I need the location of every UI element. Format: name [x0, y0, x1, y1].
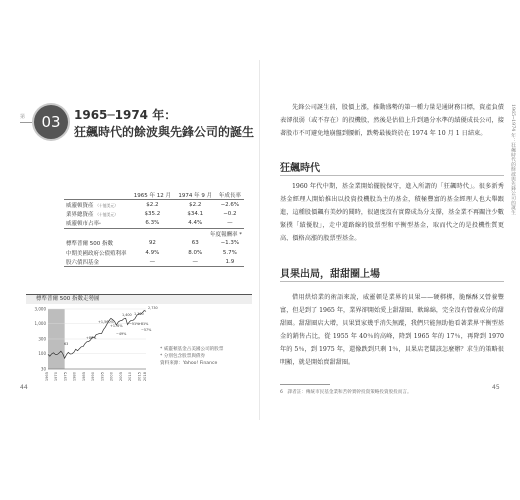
annotation-label: −57% [141, 328, 152, 332]
table-cell: 4.4% [188, 220, 203, 227]
chapter-number-badge [34, 105, 68, 139]
table-header-row [64, 190, 244, 200]
x-tick-label: 2000 [109, 372, 114, 382]
table-row [64, 239, 244, 248]
footnote: 6 譯者註：傳統市民基金業和苦幹實幹投資策略投資股投而言。 [280, 390, 412, 395]
table-cell: — [130, 257, 175, 267]
table-header-cell: 1974 年 9 月 [175, 190, 216, 200]
table-cell: 63 [191, 240, 199, 247]
row-label: 威靈頓資產 （十億美元） [66, 202, 119, 209]
table-row [64, 257, 244, 267]
x-tick-label: 1990 [91, 372, 96, 382]
table-cell: 8.0% [188, 249, 203, 256]
annotation-label: +81% [138, 322, 149, 326]
chapter-number: 03 [41, 113, 61, 131]
page-number: 44 [20, 384, 28, 391]
table-cell: $34.1 [187, 210, 204, 217]
table-cell: 5.7% [222, 249, 237, 256]
table-header-cell: 年成長率 [216, 190, 244, 200]
x-tick-label: 1985 [81, 372, 86, 382]
x-tick-label: 1975 [63, 372, 68, 382]
row-label: 股六債四基金 [64, 257, 130, 267]
annotation-label: +1,560% [98, 320, 114, 324]
annotation-label: +176% [110, 324, 123, 328]
paragraph: 先鋒公司誕生前，股價上漲，推動盛勢的第一種力量是通財務目標，資產負債表卻很弱（或不存在）的投機股，然後是估值上升到過分水準的績優成長公司，接著股市不可避免地崩盤到腰斬，跌勢最後終於在 1974 年 10 月 1 日結束。 [280, 104, 504, 137]
annotation-label: 2,730 [148, 306, 158, 310]
y-tick-label: 100 [38, 350, 46, 356]
chapter-label: 第 [20, 114, 26, 120]
chapter-rule [20, 122, 32, 123]
table-cell: −1.3% [220, 240, 240, 247]
y-tick-label: 300 [38, 336, 46, 342]
chart-source: 資料來源：Yahoo! Finance [160, 361, 218, 366]
table-cell: — [175, 257, 216, 267]
table-cell: −0.2 [223, 210, 237, 217]
table-row [64, 200, 244, 210]
right-page [260, 0, 520, 500]
paragraph: 借用烘焙業的術語來說，威靈頓是業界的貝果——硬梆梆，脆酥酥又營養豐富，但是到了 1965 年，業界卻開始愛上甜甜圈、軟綿綿，完全沒有營養成分的甜甜圈。甜甜圈店大增，貝果買家幾乎消失無蹤，我們只能無助他看著業界平衡型基金的銷售占比，從 1955 年 40％的高峰，降到 1965 年的 17％，再降到 1970 年的 5％，到 1975 年，還像跌到只剩 1％，貝果店老闆該怎麼辦？求生的策略很明顯，就是開始賣甜甜圈。 [280, 294, 504, 366]
table-row [64, 209, 244, 218]
table-cell: 92 [148, 240, 156, 247]
table-header-cell: 1965 年 12 月 [130, 190, 175, 200]
chapter-title-line1: 1965─1974 年： [74, 108, 177, 122]
annotation-label: −49% [116, 332, 127, 336]
chart-note: * 分別包含股票與債券 [160, 354, 206, 359]
heading-rule [280, 281, 504, 282]
table-cell: $35.2 [144, 210, 161, 217]
footnote-rule [280, 384, 330, 385]
chart-title: 標準普爾 500 指數走勢圖 [26, 294, 252, 304]
y-tick-label: 3,000 [34, 306, 46, 312]
table-cell: −2.6% [220, 201, 240, 208]
annotation-label: +89% [86, 336, 97, 340]
table-cell: 1.9 [216, 257, 244, 267]
page-number: 45 [492, 384, 500, 391]
sp500-chart [26, 305, 252, 385]
x-tick-label: 1965 [45, 372, 49, 382]
table-subheader-row [64, 228, 244, 238]
table-row [64, 219, 244, 229]
row-label: 業界總資產 （十億美元） [66, 211, 119, 218]
annotation-label: −51% [129, 322, 140, 326]
x-tick-label: 1970 [54, 372, 59, 382]
row-label: 威靈頓市占率* [66, 221, 101, 228]
paragraph: 1960 年代中期，基金業開始擺脫保守，進入所謂的「狂飆時代」。很多新秀基金經理人開始推出以投資投機股為主的基金，積極豐富的基金經理人也大舉跟進，這種股價飆有美妙的聞時，很過度沒有實際成為分支撐，基金業不再關注少數緊撲「績優股」，走中道路線的股票型和平衡型基金，取而代之的是投機性質更高、價格高漲的股票型基金。 [280, 183, 504, 242]
heading-rule [280, 175, 504, 176]
row-label: 標準普爾 500 指數 [66, 241, 113, 248]
x-tick-label: 1995 [100, 372, 105, 382]
table-cell: — [227, 220, 233, 227]
y-tick-label: 1,000 [34, 320, 46, 326]
table-cell: 6.3% [145, 220, 160, 227]
row-label: 中期美國政府公債殖利率 [66, 250, 127, 257]
annotation-label: 63 [64, 342, 69, 346]
x-tick-label: 2015 [137, 372, 142, 382]
chapter-title-line2: 狂飆時代的餘波與先鋒公司的誕生 [74, 125, 255, 139]
chapter-header [20, 100, 255, 144]
running-header: 1965─1974 年：狂飆時代的餘波與先鋒公司的誕生 [510, 104, 515, 215]
section-heading: 貝果出局，甜甜圈上場 [280, 269, 380, 280]
table-header-cell [64, 190, 130, 200]
annotation-label: 1,100 [134, 312, 144, 316]
x-tick-label: 2010 [128, 372, 133, 382]
table-subheader: 年度報酬率 * [64, 228, 244, 238]
chart-note: * 威靈頓基金占美國公司的股票 [160, 347, 224, 352]
table-cell: $2.2 [189, 201, 202, 208]
y-tick-label: 30 [40, 366, 46, 372]
section-heading: 狂飆時代 [280, 163, 320, 174]
table-cell: 4.9% [145, 249, 160, 256]
x-tick-label: 2018 [143, 372, 147, 382]
table-row [64, 248, 244, 257]
x-tick-label: 1980 [72, 372, 77, 382]
annotation-label: 1,400 [122, 313, 132, 317]
x-tick-label: 2005 [118, 372, 123, 382]
table-cell: $2.2 [146, 201, 159, 208]
data-table [64, 190, 244, 267]
